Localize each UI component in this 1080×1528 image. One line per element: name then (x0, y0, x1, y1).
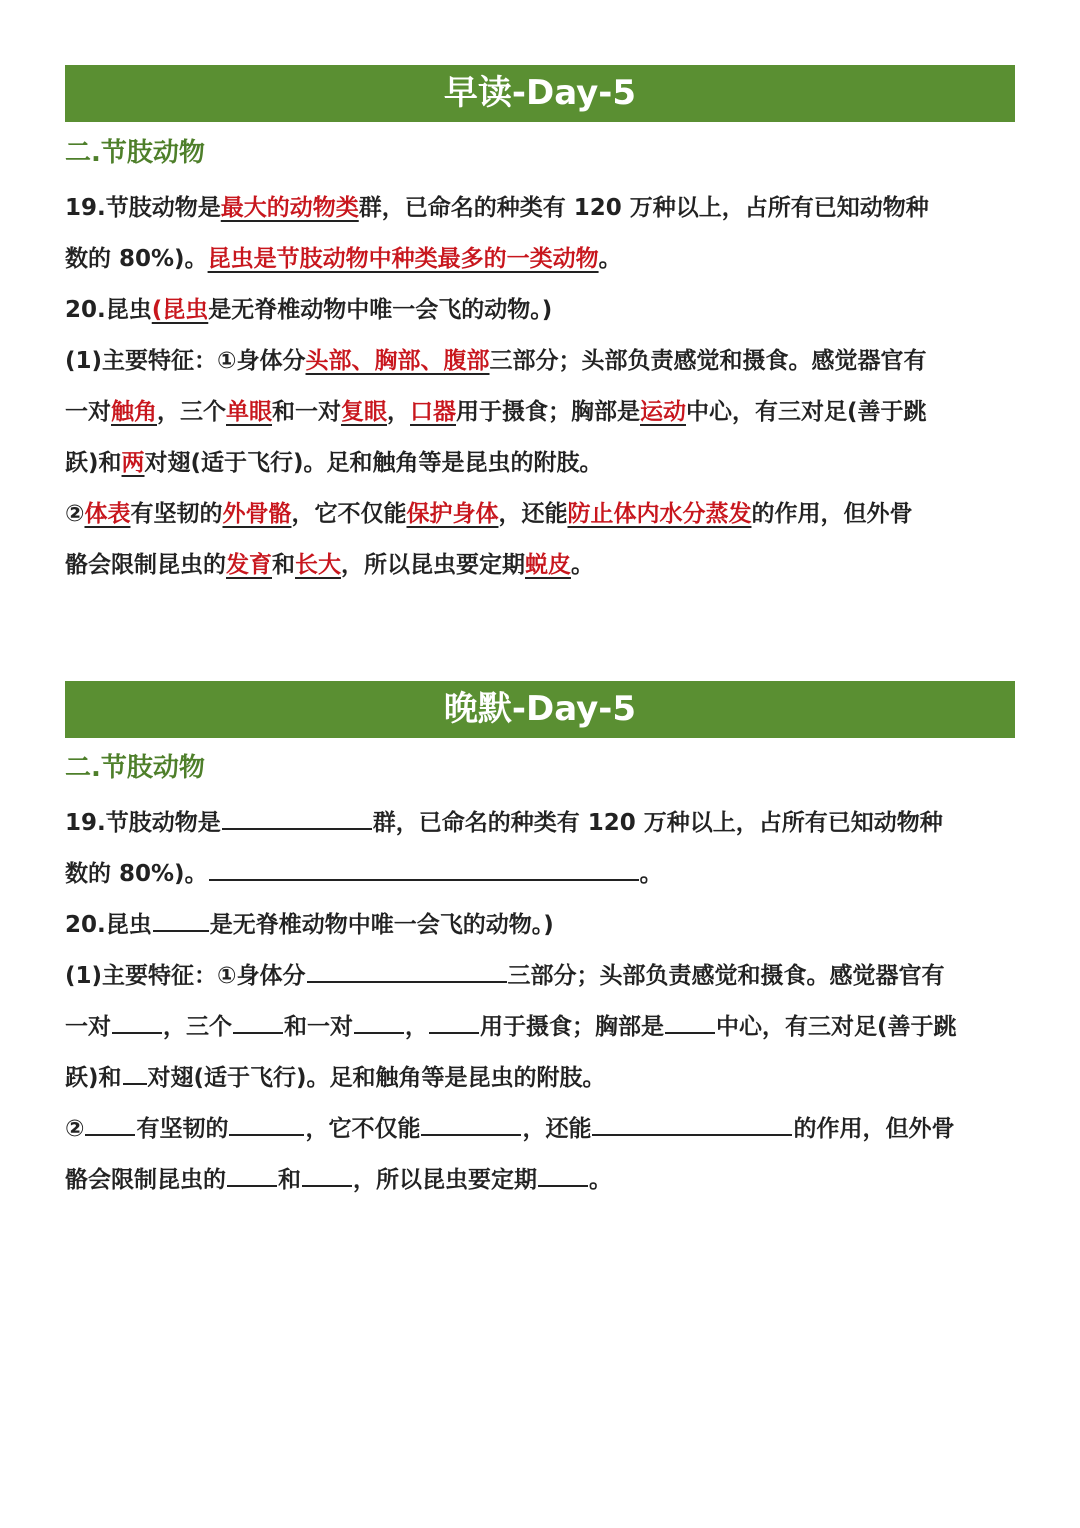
answer-text: 运动 (640, 399, 686, 425)
answer-blank[interactable] (302, 1163, 352, 1187)
body-text: ， (387, 399, 410, 425)
evening-line (65, 1155, 1020, 1206)
morning-lines (65, 183, 1020, 591)
answer-text: 发育 (226, 552, 272, 578)
evening-lines (65, 798, 1020, 1206)
body-text: 。 (598, 246, 622, 272)
answer-blank[interactable] (307, 959, 507, 983)
answer-text: 保护身体 (406, 501, 499, 527)
body-text: ② (65, 501, 85, 527)
body-text: 数的 80%)。 (65, 861, 208, 887)
answer-text: 蜕皮 (525, 552, 571, 578)
answer-blank[interactable] (209, 857, 639, 881)
answer-blank[interactable] (112, 1010, 162, 1034)
body-text: ，它不仅能 (305, 1116, 421, 1142)
body-text: 的作用，但外骨 (751, 501, 913, 527)
body-text: 用于摄食；胸部是 (456, 399, 640, 425)
answer-blank[interactable] (665, 1010, 715, 1034)
answer-text: 头部、胸部、腹部 (305, 348, 490, 374)
body-text: 对翅(适于飞行)。足和触角等是昆虫的附肢。 (144, 450, 603, 476)
body-text: 。 (639, 861, 663, 887)
body-text: 对翅(适于飞行)。足和触角等是昆虫的附肢。 (147, 1065, 606, 1091)
answer-blank[interactable] (229, 1112, 304, 1136)
body-text: 是无脊椎动物中唯一会飞的动物。) (209, 912, 554, 938)
body-text: ，所以昆虫要定期 (353, 1167, 537, 1193)
body-text: 骼会限制昆虫的 (65, 1167, 226, 1193)
answer-blank[interactable] (354, 1010, 404, 1034)
answer-blank[interactable] (592, 1112, 792, 1136)
body-text: 群，已命名的种类有 120 万种以上，占所有已知动物种 (372, 810, 943, 836)
answer-text: 防止体内水分蒸发 (567, 501, 752, 527)
answer-text: 外骨骼 (222, 501, 292, 527)
evening-line (65, 798, 1020, 849)
body-text: 有坚韧的 (136, 1116, 229, 1142)
body-text: 有坚韧的 (130, 501, 223, 527)
evening-line (65, 900, 1020, 951)
evening-title-banner: 晚默-Day-5 (65, 681, 1015, 738)
body-text: 的作用，但外骨 (793, 1116, 955, 1142)
body-text: ，所以昆虫要定期 (341, 552, 525, 578)
answer-blank[interactable] (429, 1010, 479, 1034)
body-text: 19.节肢动物是 (65, 810, 221, 836)
body-text: 跃)和 (65, 450, 122, 476)
evening-line (65, 849, 1020, 900)
body-text: 中心，有三对足(善于跳 (686, 399, 927, 425)
body-text: 20.昆虫 (65, 297, 152, 323)
answer-blank[interactable] (222, 806, 372, 830)
answer-text: 口器 (410, 399, 456, 425)
morning-heading: 二.节肢动物 (65, 138, 205, 168)
body-text: ，三个 (163, 1014, 232, 1040)
body-text: 跃)和 (65, 1065, 122, 1091)
answer-blank[interactable] (85, 1112, 135, 1136)
answer-blank[interactable] (233, 1010, 283, 1034)
answer-text: 单眼 (226, 399, 272, 425)
answer-blank[interactable] (421, 1112, 521, 1136)
body-text: (1)主要特征：①身体分 (65, 348, 306, 374)
answer-blank[interactable] (153, 908, 209, 932)
body-text: 数的 80%)。 (65, 246, 208, 272)
body-text: 骼会限制昆虫的 (65, 552, 226, 578)
body-text: 三部分；头部负责感觉和摄食。感觉器官有 (489, 348, 927, 374)
body-text: 。 (571, 552, 594, 578)
answer-blank[interactable] (227, 1163, 277, 1187)
answer-text: 复眼 (341, 399, 387, 425)
evening-section (65, 752, 1020, 1206)
body-text: ，三个 (157, 399, 226, 425)
evening-line (65, 951, 1020, 1002)
body-text: 一对 (65, 399, 111, 425)
morning-line (65, 387, 1020, 438)
morning-line (65, 489, 1020, 540)
body-text: 三部分；头部负责感觉和摄食。感觉器官有 (507, 963, 945, 989)
body-text: 。 (589, 1167, 612, 1193)
morning-line (65, 438, 1020, 489)
body-text: 一对 (65, 1014, 111, 1040)
body-text: ② (65, 1116, 85, 1142)
morning-line (65, 183, 1020, 234)
body-text: 用于摄食；胸部是 (480, 1014, 664, 1040)
body-text: ，还能 (522, 1116, 592, 1142)
answer-text: 长大 (295, 552, 341, 578)
morning-line (65, 285, 1020, 336)
answer-text: 昆虫是节肢动物中种类最多的一类动物 (207, 246, 599, 272)
answer-text: 触角 (111, 399, 157, 425)
morning-line (65, 540, 1020, 591)
answer-text: (昆虫 (151, 297, 209, 323)
body-text: 和 (278, 1167, 301, 1193)
body-text: 和一对 (284, 1014, 353, 1040)
evening-line (65, 1002, 1020, 1053)
answer-blank[interactable] (123, 1061, 147, 1085)
answer-text: 两 (121, 450, 145, 476)
body-text: ，它不仅能 (291, 501, 407, 527)
morning-line (65, 234, 1020, 285)
body-text: 中心，有三对足(善于跳 (716, 1014, 957, 1040)
answer-blank[interactable] (538, 1163, 588, 1187)
body-text: ， (405, 1014, 428, 1040)
evening-line (65, 1053, 1020, 1104)
body-text: 19.节肢动物是 (65, 195, 221, 221)
body-text: 20.昆虫 (65, 912, 152, 938)
morning-section (65, 137, 1020, 591)
evening-heading: 二.节肢动物 (65, 753, 205, 783)
body-text: 群，已命名的种类有 120 万种以上，占所有已知动物种 (358, 195, 929, 221)
body-text: 和 (272, 552, 295, 578)
body-text: ，还能 (498, 501, 568, 527)
answer-text: 体表 (84, 501, 131, 527)
answer-text: 最大的动物类 (220, 195, 359, 221)
evening-line (65, 1104, 1020, 1155)
body-text: 和一对 (272, 399, 341, 425)
body-text: (1)主要特征：①身体分 (65, 963, 306, 989)
morning-line (65, 336, 1020, 387)
morning-title-banner: 早读-Day-5 (65, 65, 1015, 122)
body-text: 是无脊椎动物中唯一会飞的动物。) (208, 297, 553, 323)
